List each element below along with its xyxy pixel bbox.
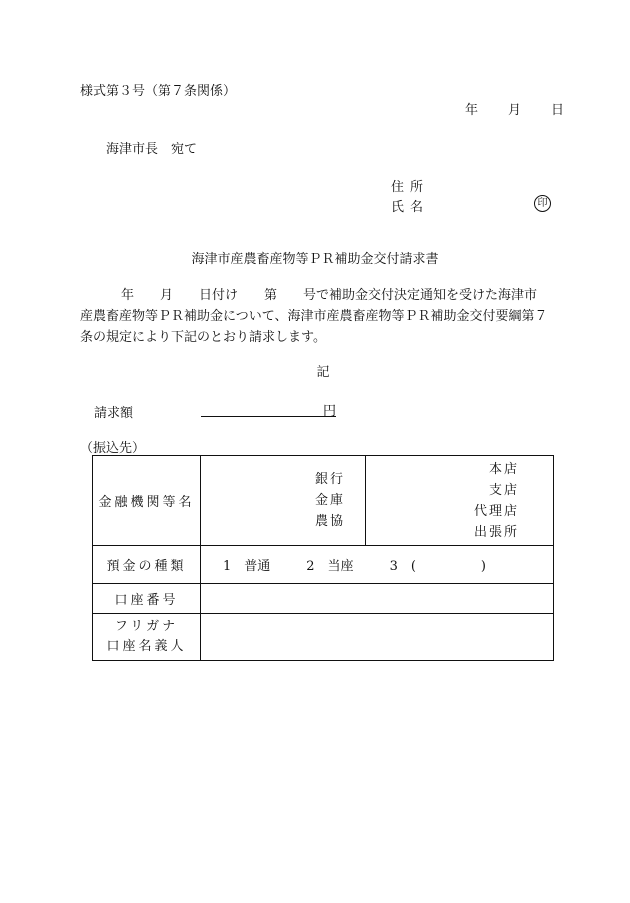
name-label: 氏名 — [391, 200, 430, 215]
deposit-type-options[interactable] — [201, 546, 554, 584]
account-number-field[interactable] — [201, 584, 554, 614]
body-line-2: 産農畜産物等ＰＲ補助金について、海津市産農畜産物等ＰＲ補助金交付要綱第７ — [80, 309, 548, 324]
date-line — [465, 99, 564, 118]
account-number-row — [93, 584, 554, 614]
branch-type-3: 代理店 — [473, 503, 519, 519]
date-year: 年 — [465, 103, 479, 118]
claim-amount-field[interactable] — [201, 400, 336, 417]
institution-row — [93, 456, 554, 546]
deposit-type-label: 預金の種類 — [93, 546, 201, 584]
bank-type-2: 金庫 — [314, 493, 345, 508]
branch-type-4: 出張所 — [473, 524, 519, 540]
bank-transfer-table — [92, 455, 554, 661]
account-holder-label: 口座名義人 — [106, 639, 187, 654]
seal-mark: 印 — [534, 195, 551, 212]
furigana-label: フリガナ — [114, 619, 179, 634]
account-holder-label-cell — [93, 614, 201, 661]
bank-type-cell[interactable] — [201, 456, 366, 546]
request-body — [80, 285, 572, 348]
account-holder-row — [93, 614, 554, 661]
deposit-type-row — [93, 546, 554, 584]
deposit-option-2[interactable]: 2 当座 — [306, 559, 354, 574]
deposit-option-1[interactable]: 1 普通 — [223, 559, 271, 574]
date-day: 日 — [551, 103, 565, 118]
form-number: 様式第３号（第７条関係） — [80, 84, 237, 99]
claim-amount-label: 請求額 — [94, 406, 134, 421]
account-number-label: 口座番号 — [93, 584, 201, 614]
institution-label: 金融機関等名 — [93, 456, 201, 546]
account-holder-field[interactable] — [201, 614, 554, 661]
transfer-heading: （振込先） — [80, 441, 146, 456]
ki-heading: 記 — [316, 365, 330, 380]
document-title: 海津市産農畜産物等ＰＲ補助金交付請求書 — [191, 252, 439, 267]
deposit-option-3[interactable]: 3 ( ) — [389, 559, 486, 574]
branch-type-cell[interactable] — [366, 456, 554, 546]
addressee: 海津市長 宛て — [106, 142, 198, 157]
branch-type-2: 支店 — [488, 482, 519, 498]
address-label: 住所 — [391, 180, 430, 195]
body-line-3: 条の規定により下記のとおり請求します。 — [80, 330, 326, 345]
claim-unit: 円 — [322, 404, 336, 419]
body-line-1: 年 月 日付け 第 号で補助金交付決定通知を受けた海津市 — [121, 288, 538, 303]
bank-type-1: 銀行 — [314, 472, 345, 487]
date-month: 月 — [508, 103, 522, 118]
branch-type-1: 本店 — [488, 461, 519, 477]
bank-type-3: 農協 — [314, 514, 345, 529]
